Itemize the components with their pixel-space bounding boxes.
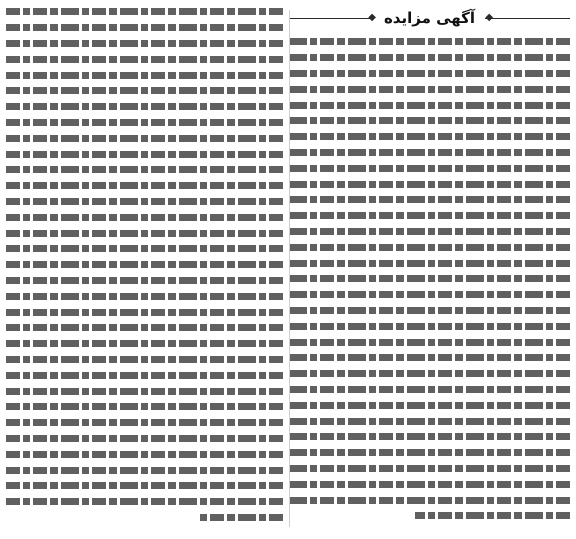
notice-text-line	[289, 160, 570, 176]
notice-text-line	[6, 162, 283, 178]
notice-text-line	[6, 399, 283, 415]
notice-text-line	[289, 366, 570, 382]
notice-text-line	[6, 367, 283, 383]
notice-text-line	[289, 413, 570, 429]
notice-text-line	[6, 431, 283, 447]
notice-text-line	[289, 255, 570, 271]
notice-text-line	[289, 476, 570, 492]
notice-text-line	[6, 446, 283, 462]
notice-text-line	[6, 478, 283, 494]
notice-text-line	[6, 4, 283, 20]
notice-text-line	[6, 178, 283, 194]
notice-text-line	[289, 382, 570, 398]
notice-text-line	[289, 97, 570, 113]
notice-text-line	[6, 257, 283, 273]
notice-text-line	[289, 397, 570, 413]
title-rule-left	[289, 11, 376, 23]
diamond-ornament-icon: ◆	[368, 11, 376, 23]
notice-right-column	[289, 4, 570, 533]
notice-title: آگهی مزایده	[383, 9, 476, 27]
notice-body-left	[6, 4, 283, 525]
notice-text-line	[6, 67, 283, 83]
notice-text-line	[6, 194, 283, 210]
notice-text-line	[6, 415, 283, 431]
notice-text-line	[289, 303, 570, 319]
notice-text-line	[6, 115, 283, 131]
notice-text-line	[6, 225, 283, 241]
notice-text-line	[6, 352, 283, 368]
notice-text-line	[6, 494, 283, 510]
notice-text-line	[289, 145, 570, 161]
notice-title-bar	[289, 4, 570, 32]
notice-text-line	[6, 320, 283, 336]
title-rule-right	[485, 11, 570, 23]
notice-text-line	[289, 445, 570, 461]
notice-body-right	[289, 34, 570, 524]
notice-text-line	[6, 51, 283, 67]
notice-text-line	[6, 241, 283, 257]
notice-text-line	[289, 334, 570, 350]
notice-text-line	[289, 239, 570, 255]
notice-text-line	[6, 510, 283, 526]
column-divider	[289, 10, 290, 527]
notice-text-line	[289, 176, 570, 192]
notice-text-line	[289, 429, 570, 445]
notice-text-line	[6, 336, 283, 352]
notice-text-line	[6, 288, 283, 304]
notice-text-line	[6, 462, 283, 478]
notice-text-line	[289, 192, 570, 208]
notice-text-line	[289, 271, 570, 287]
notice-left-column	[6, 4, 283, 533]
notice-text-line	[289, 208, 570, 224]
notice-text-line	[6, 146, 283, 162]
notice-text-line	[6, 383, 283, 399]
notice-text-line	[6, 36, 283, 52]
notice-text-line	[289, 66, 570, 82]
notice-text-line	[6, 304, 283, 320]
notice-text-line	[289, 34, 570, 50]
notice-text-line	[289, 224, 570, 240]
notice-text-line	[6, 209, 283, 225]
notice-text-line	[6, 83, 283, 99]
notice-text-line	[289, 461, 570, 477]
notice-text-line	[289, 50, 570, 66]
notice-text-line	[289, 508, 570, 524]
notice-text-line	[6, 130, 283, 146]
notice-text-line	[289, 492, 570, 508]
notice-text-line	[6, 20, 283, 36]
notice-text-line	[6, 99, 283, 115]
notice-text-line	[289, 129, 570, 145]
notice-text-line	[6, 273, 283, 289]
notice-text-line	[289, 350, 570, 366]
notice-text-line	[289, 113, 570, 129]
notice-text-line	[289, 318, 570, 334]
notice-text-line	[289, 81, 570, 97]
notice-text-line	[289, 287, 570, 303]
diamond-ornament-icon: ◆	[485, 11, 494, 23]
